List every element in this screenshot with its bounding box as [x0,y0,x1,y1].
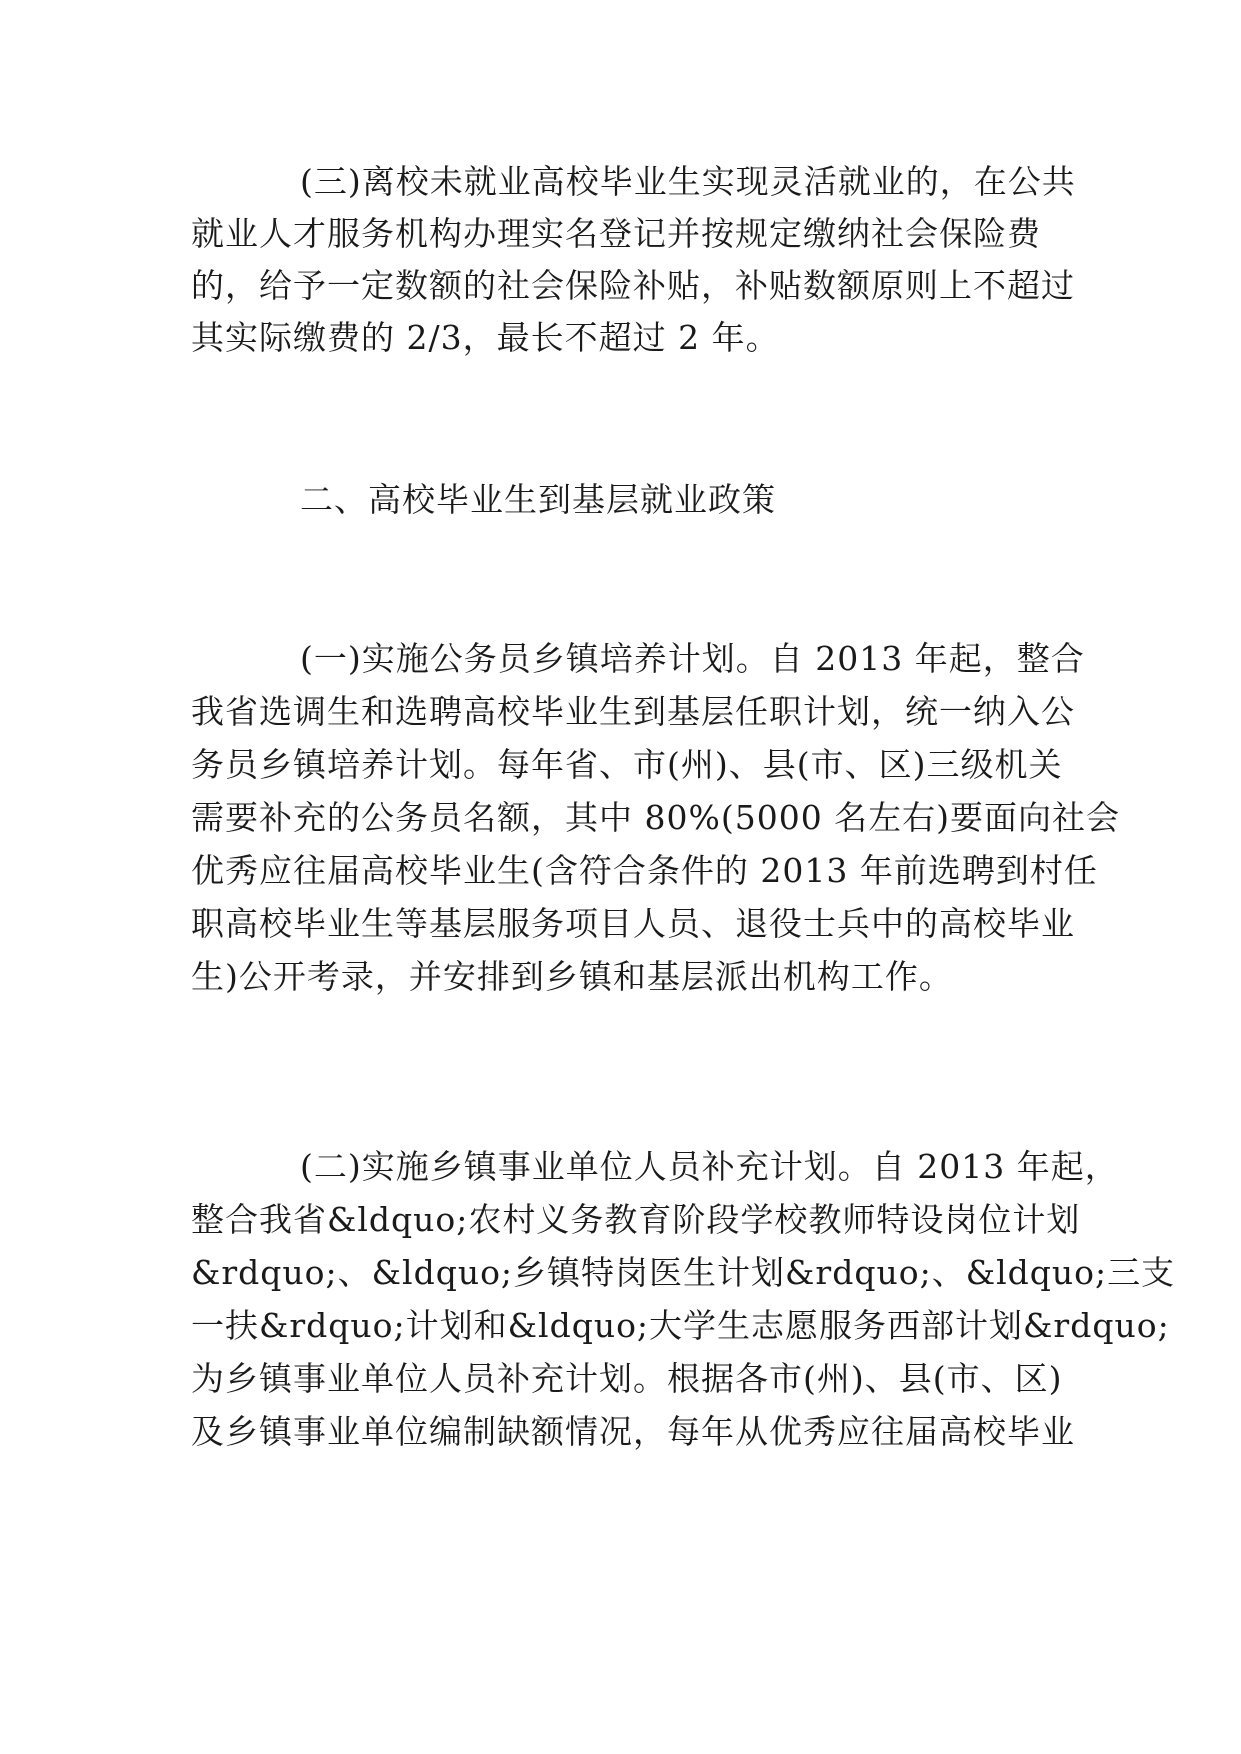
text-line: 其实际缴费的 2/3，最长不超过 2 年。 [191,318,780,357]
text-line: 职高校毕业生等基层服务项目人员、退役士兵中的高校毕业 [191,904,1075,943]
text-line: 的，给予一定数额的社会保险补贴，补贴数额原则上不超过 [191,266,1075,305]
text-line: 及乡镇事业单位编制缺额情况，每年从优秀应往届高校毕业 [191,1412,1075,1451]
heading-text: 二、高校毕业生到基层就业政策 [300,480,776,519]
text-line: 优秀应往届高校毕业生(含符合条件的 2013 年前选聘到村任 [191,851,1098,890]
text-line: 我省选调生和选聘高校毕业生到基层任职计划，统一纳入公 [191,692,1075,731]
text-line: &rdquo;、&ldquo;乡镇特岗医生计划&rdquo;、&ldquo;三支 [191,1253,1176,1292]
text-line: 生)公开考录，并安排到乡镇和基层派出机构工作。 [191,957,953,996]
text-line: (一)实施公务员乡镇培养计划。自 2013 年起，整合 [300,639,1085,678]
text-line: 整合我省&ldquo;农村义务教育阶段学校教师特设岗位计划 [191,1200,1081,1239]
text-line: 就业人才服务机构办理实名登记并按规定缴纳社会保险费 [191,214,1041,253]
text-line: (二)实施乡镇事业单位人员补充计划。自 2013 年起， [300,1147,1119,1186]
text-line: 需要补充的公务员名额，其中 80%(5000 名左右)要面向社会 [191,798,1121,837]
text-line: 为乡镇事业单位人员补充计划。根据各市(州)、县(市、区) [191,1359,1063,1398]
text-line: 务员乡镇培养计划。每年省、市(州)、县(市、区)三级机关 [191,745,1063,784]
text-line: 一扶&rdquo;计划和&ldquo;大学生志愿服务西部计划&rdquo; [191,1306,1170,1345]
text-line: (三)离校未就业高校毕业生实现灵活就业的，在公共 [300,162,1076,201]
